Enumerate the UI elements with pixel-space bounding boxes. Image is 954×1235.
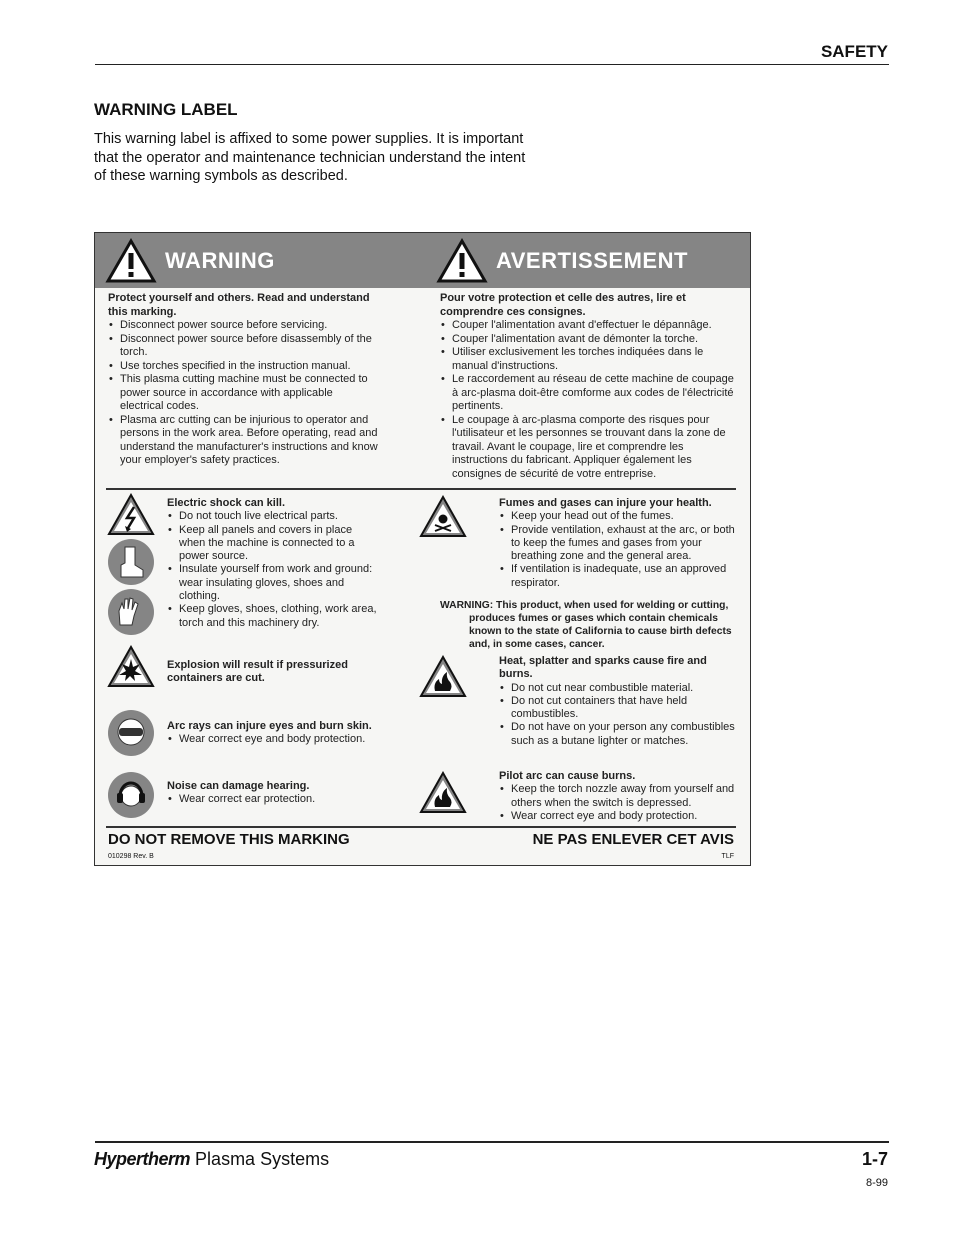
warning-word: WARNING — [165, 248, 275, 273]
list-item: • If ventilation is inadequate, use an approved respirator. — [499, 563, 735, 590]
hypertherm-logo: Hypertherm — [94, 1149, 191, 1169]
page-number: 1-7 — [861, 1149, 888, 1169]
list-item: • Couper l'alimentation avant de démonter la torche. — [440, 333, 736, 347]
arc-rays-hazard-title: Arc rays can injure eyes and burn skin. — [167, 720, 372, 732]
list-item: • Do not touch live electrical parts. — [167, 510, 379, 523]
fumes-hazard-block — [499, 497, 735, 590]
banner-english — [105, 237, 275, 285]
product-name: Plasma Systems — [195, 1149, 330, 1169]
french-intro-block — [440, 292, 736, 481]
shock-hazard-title: Electric shock can kill. — [167, 497, 286, 509]
arc-rays-hazard-block — [167, 720, 379, 747]
header-section-title: SAFETY — [820, 42, 888, 61]
face-shield-icon — [108, 710, 154, 756]
list-item: • Wear correct ear protection. — [167, 793, 379, 806]
explosion-hazard-title: Explosion will result if pressurized containers are cut. — [167, 659, 348, 685]
banner-french — [436, 237, 688, 285]
fire-icon — [419, 771, 467, 815]
fire-hazard-title: Heat, splatter and sparks cause fire and burns. — [499, 655, 707, 681]
list-item: • Keep the torch nozzle away from yourself and others when the switch is depressed. — [499, 783, 735, 810]
explosion-hazard-block — [167, 659, 379, 686]
footer-rule — [95, 1141, 889, 1143]
do-not-remove-text: DO NOT REMOVE THIS MARKING — [108, 831, 350, 848]
warning-banner — [95, 233, 750, 288]
french-intro-lead: Pour votre protection et celle des autres, lire et comprendre ces consignes. — [440, 292, 686, 318]
list-item: • Keep your head out of the fumes. — [499, 510, 735, 523]
pilot-arc-hazard-block — [499, 770, 735, 823]
warning-triangle-icon — [436, 238, 488, 284]
fumes-hazard-title: Fumes and gases can injure your health. — [499, 497, 712, 509]
english-intro-lead: Protect yourself and others. Read and understand this marking. — [108, 292, 370, 318]
electric-shock-icon — [107, 493, 155, 537]
warning-label-image — [94, 232, 751, 866]
label-divider-bottom — [106, 826, 736, 828]
footer-brand — [94, 1149, 329, 1170]
label-divider-top — [106, 488, 736, 490]
warning-triangle-icon — [105, 238, 157, 284]
shock-hazard-block — [167, 497, 379, 630]
list-item: • Insulate yourself from work and ground: wear insulating gloves, shoes and clothing. — [167, 563, 379, 603]
ear-protection-icon — [108, 772, 154, 818]
california-warning — [440, 599, 740, 651]
english-intro-block — [108, 292, 378, 468]
pilot-arc-hazard-title: Pilot arc can cause burns. — [499, 770, 636, 782]
list-item: • Couper l'alimentation avant d'effectuer le dépannâge. — [440, 319, 736, 333]
list-item: • Provide ventilation, exhaust at the arc, or both to keep the fumes and gases from your breathing zone and the general area. — [499, 524, 735, 564]
revision-date: 8-99 — [865, 1177, 888, 1189]
list-item: • Do not cut containers that have held combustibles. — [499, 695, 735, 722]
intro-paragraph: This warning label is affixed to some power supplies. It is important that the operator and maintenance technician understand the intent of these warning symbols as described. — [94, 131, 526, 184]
california-warning-text: produces fumes or gases which contain chemicals known to the state of California to cause birth defects and, in some cases, cancer. — [469, 613, 732, 650]
insulated-gloves-icon — [108, 589, 154, 635]
list-item: • Keep all panels and covers in place when the machine is connected to a power source. — [167, 524, 379, 564]
list-item: • Use torches specified in the instruction manual. — [108, 360, 378, 374]
fire-hazard-block — [499, 655, 735, 748]
list-item: • Wear correct eye and body protection. — [499, 810, 735, 823]
toxic-fumes-icon — [419, 495, 467, 539]
list-item: • Le raccordement au réseau de cette machine de coupage à arc-plasma doit-être comforme aux codes de l'électricité pertinents. — [440, 373, 736, 414]
label-tlf-code: TLF — [721, 853, 734, 860]
noise-hazard-title: Noise can damage hearing. — [167, 780, 310, 792]
list-item: • Do not have on your person any combustibles such as a butane lighter or matches. — [499, 721, 735, 748]
avertissement-word: AVERTISSEMENT — [496, 248, 688, 273]
list-item: • Disconnect power source before servicing. — [108, 319, 378, 333]
list-item: • Le coupage à arc-plasma comporte des risques pour l'utilisateur et les personnes se trouvant dans la zone de travail. Avant le coupage, lire et comprendre les instructions du fabricant. Appliquer également les consignes de sécurité de votre entreprise. — [440, 414, 736, 482]
ne-pas-enlever-text: NE PAS ENLEVER CET AVIS — [532, 831, 734, 848]
list-item: • Keep gloves, shoes, clothing, work area, torch and this machinery dry. — [167, 603, 379, 630]
header-rule — [95, 64, 889, 65]
section-title: WARNING LABEL — [94, 100, 238, 119]
list-item: • Utiliser exclusivement les torches indiquées dans le manual d'instructions. — [440, 346, 736, 373]
list-item: • This plasma cutting machine must be connected to power source in accordance with applicable electrical codes. — [108, 373, 378, 414]
insulated-boot-icon — [108, 539, 154, 585]
label-part-code: 010298 Rev. B — [108, 853, 154, 860]
explosion-icon — [107, 645, 155, 689]
list-item: • Disconnect power source before disassembly of the torch. — [108, 333, 378, 360]
california-warning-lead: WARNING: This product, when used for welding or cutting, — [440, 600, 729, 611]
list-item: • Do not cut near combustible material. — [499, 682, 735, 695]
fire-icon — [419, 655, 467, 699]
list-item: • Plasma arc cutting can be injurious to operator and persons in the work area. Before operating, read and understand the manufacturer's instructions and know your employer's safety practices. — [108, 414, 378, 468]
list-item: • Wear correct eye and body protection. — [167, 733, 379, 746]
noise-hazard-block — [167, 780, 379, 807]
